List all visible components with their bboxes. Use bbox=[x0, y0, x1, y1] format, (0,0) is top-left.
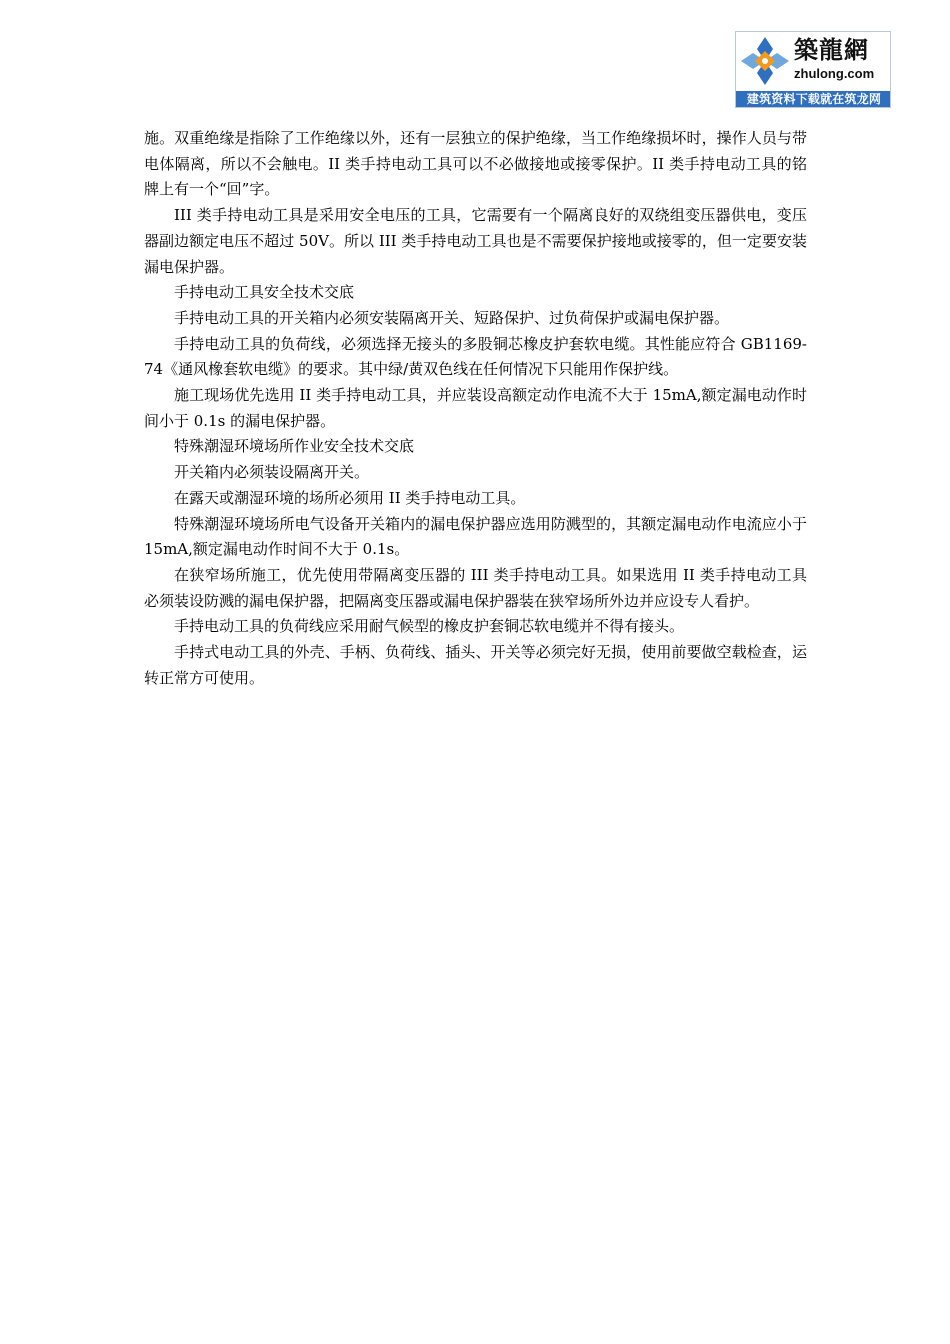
logo-slogan: 建筑资料下载就在筑龙网 bbox=[736, 91, 891, 108]
paragraph-10: 特殊潮湿环境场所电气设备开关箱内的漏电保护器应选用防溅型的，其额定漏电动作电流应小于 15mA,额定漏电动作时间不大于 0.1s。 bbox=[144, 514, 807, 559]
paragraph-4: 手持电动工具的开关箱内必须安装隔离开关、短路保护、过负荷保护或漏电保护器。 bbox=[174, 308, 730, 327]
paragraph-9: 在露天或潮湿环境的场所必须用 II 类手持电动工具。 bbox=[174, 488, 526, 507]
paragraph-8: 开关箱内必须装设隔离开关。 bbox=[174, 463, 370, 482]
paragraph-12: 手持电动工具的负荷线应采用耐气候型的橡皮护套铜芯软电缆并不得有接头。 bbox=[174, 617, 685, 636]
paragraph-2: III 类手持电动工具是采用安全电压的工具，它需要有一个隔离良好的双绕组变压器供电，变压器副边额定电压不超过 50V。所以 III 类手持电动工具也是不需要保护接地或接零的，但一定要安装漏电保护器。 bbox=[144, 206, 807, 276]
zhulong-diamond-icon bbox=[738, 34, 792, 88]
section-heading-humid-environment: 特殊潮湿环境场所作业安全技术交底 bbox=[174, 437, 415, 456]
logo-top bbox=[736, 32, 891, 90]
paragraph-6: 施工现场优先选用 II 类手持电动工具，并应装设高额定动作电流不大于 15mA,额定漏电动作时间小于 0.1s 的漏电保护器。 bbox=[144, 386, 807, 430]
zhulong-logo bbox=[735, 31, 891, 108]
document-body bbox=[144, 126, 807, 691]
section-heading-handheld-tools: 手持电动工具安全技术交底 bbox=[174, 283, 355, 302]
logo-domain: zhulong.com bbox=[794, 66, 875, 81]
paragraph-1: 施。双重绝缘是指除了工作绝缘以外，还有一层独立的保护绝缘，当工作绝缘损坏时，操作人员与带电体隔离，所以不会触电。II 类手持电动工具可以不必做接地或接零保护。II 类手持电动工具的铭牌上有一个“回”字。 bbox=[144, 129, 807, 199]
logo-brand-name: 築龍網 bbox=[794, 35, 869, 64]
paragraph-5: 手持电动工具的负荷线，必须选择无接头的多股铜芯橡皮护套软电缆。其性能应符合 GB1169-74《通风橡套软电缆》的要求。其中绿/黄双色线在任何情况下只能用作保护线。 bbox=[144, 334, 807, 379]
paragraph-13: 手持式电动工具的外壳、手柄、负荷线、插头、开关等必须完好无损，使用前要做空载检查，运转正常方可使用。 bbox=[144, 643, 807, 687]
paragraph-11: 在狭窄场所施工，优先使用带隔离变压器的 III 类手持电动工具。如果选用 II 类手持电动工具必须装设防溅的漏电保护器，把隔离变压器或漏电保护器装在狭窄场所外边并应设专人看护。 bbox=[144, 565, 807, 610]
